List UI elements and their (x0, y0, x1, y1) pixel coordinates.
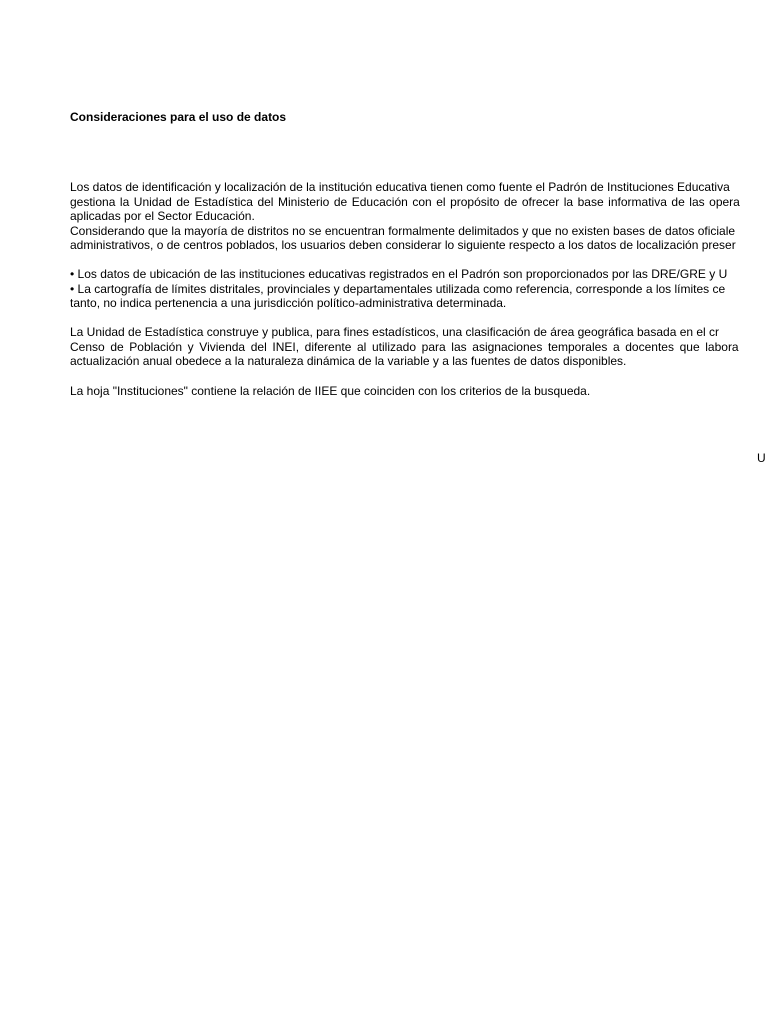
bullet-line-2: • La cartografía de límites distritales, provinciales y departamentales utilizada como referencia, corresponde a los límites ce (70, 281, 726, 296)
paragraph-1-line-2: gestiona la Unidad de Estadística del Ministerio de Educación con el propósito de ofrecer la base informativa de las opera (70, 194, 740, 209)
paragraph-1-line-3: aplicadas por el Sector Educación. (70, 209, 255, 223)
paragraph-3: La hoja "Instituciones" contiene la relación de IIEE que coinciden con los criterios de la busqueda. (70, 384, 591, 398)
paragraph-1-line-4: Considerando que la mayoría de distritos no se encuentran formalmente delimitados y que no existen bases de datos oficiale (70, 223, 736, 238)
bullet-line-1: • Los datos de ubicación de las instituciones educativas registrados en el Padrón son proporcionados por las DRE/GRE y U (70, 267, 728, 281)
paragraph-1-line-5: administrativos, o de centros poblados, los usuarios deben considerar lo siguiente respecto a los datos de localización preser (70, 238, 736, 252)
trailing-text-fragment: U (757, 451, 766, 465)
paragraph-2-line-2: Censo de Población y Vivienda del INEI, diferente al utilizado para las asignaciones temporales a docentes que labora (70, 339, 739, 354)
paragraph-2-line-3: actualización anual obedece a la naturaleza dinámica de la variable y a las fuentes de datos disponibles. (70, 354, 627, 368)
paragraph-1-line-1: Los datos de identificación y localización de la institución educativa tienen como fuente el Padrón de Instituciones Educativa (70, 180, 730, 194)
page-title: Consideraciones para el uso de datos (70, 110, 287, 124)
bullet-line-3: tanto, no indica pertenencia a una jurisdicción político-administrativa determinada. (70, 296, 507, 310)
paragraph-2-line-1: La Unidad de Estadística construye y publica, para fines estadísticos, una clasificación de área geográfica basada en el cr (70, 325, 720, 339)
